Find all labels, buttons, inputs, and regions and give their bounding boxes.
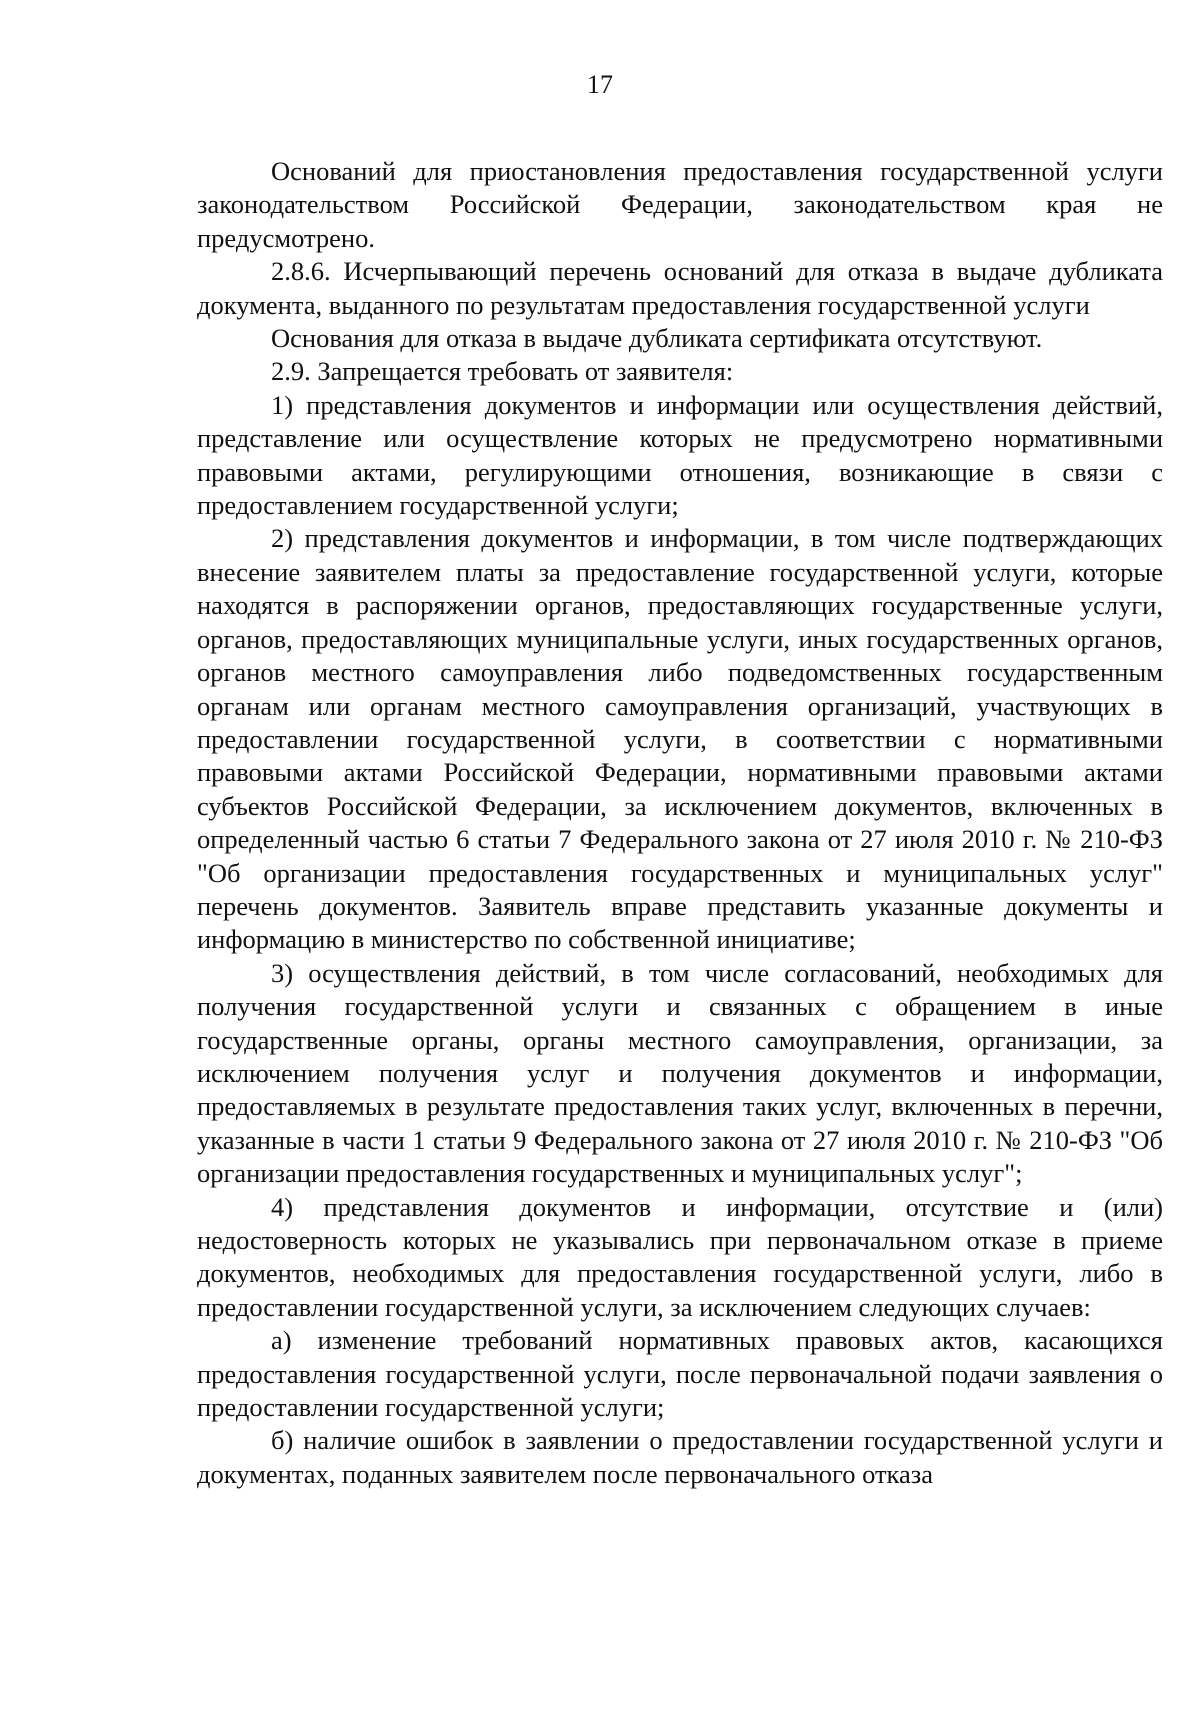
sub-item-a: а) изменение требований нормативных правовых актов, касающихся предоставления государственной услуги, после первоначальной подачи заявления о предоставлении государственной услуги; bbox=[197, 1325, 1163, 1423]
document-body bbox=[197, 155, 1163, 1491]
list-item-4: 4) представления документов и информации, отсутствие и (или) недостоверность которых не указывались при первоначальном отказе в приеме документов, необходимых для предоставления государственной услуги, либо в предоставлении государственной услуги, за исключением следующих случаев: bbox=[197, 1191, 1163, 1322]
list-item-3: 3) осуществления действий, в том числе согласований, необходимых для получения государственной услуги и связанных с обращением в иные государственные органы, органы местного самоуправления, организации, за исключением получения услуг и получения документов и информации, предоставляемых в результате предоставления таких услуг, включенных в перечни, указанные в части 1 статьи 9 Федерального закона от 27 июля 2010 г. № 210-ФЗ "Об организации предоставления государственных и муниципальных услуг"; bbox=[197, 957, 1163, 1189]
list-item-2: 2) представления документов и информации, в том числе подтверждающих внесение заявителем платы за предоставление государственной услуги, которые находятся в распоряжении органов, предоставляющих государственные услуги, органов, предоставляющих муниципальные услуги, иных государственных органов, органов местного самоуправления либо подведомственных государственным органам или органам местного самоуправления организаций, участвующих в предоставлении государственной услуги, в соответствии с нормативными правовыми актами Российской Федерации, нормативными правовыми актами субъектов Российской Федерации, за исключением документов, включенных в определенный частью 6 статьи 7 Федерального закона от 27 июля 2010 г. № 210-ФЗ "Об организации предоставления государственных и муниципальных услуг" перечень документов. Заявитель вправе представить указанные документы и информацию в министерство по собственной инициативе; bbox=[197, 523, 1163, 955]
paragraph-duplicate-refusal-grounds: Основания для отказа в выдаче дубликата сертификата отсутствуют. bbox=[271, 323, 1043, 354]
page-number: 17 bbox=[587, 70, 613, 99]
list-item-1: 1) представления документов и информации или осуществления действий, представление или осуществление которых не предусмотрено нормативными правовыми актами, регулирующими отношения, возникающие в связи с предоставлением государственной услуги; bbox=[197, 389, 1163, 521]
sub-item-b: б) наличие ошибок в заявлении о предоставлении государственной услуги и документах, поданных заявителем после первоначального отказа bbox=[197, 1425, 1163, 1489]
paragraph-suspension-grounds: Оснований для приостановления предоставления государственной услуги законодательством Российской Федерации, законодательством края не предусмотрено. bbox=[197, 156, 1163, 253]
paragraph-2-8-6: 2.8.6. Исчерпывающий перечень оснований для отказа в выдаче дубликата документа, выданного по результатам предоставления государственной услуги bbox=[197, 256, 1163, 320]
paragraph-2-9: 2.9. Запрещается требовать от заявителя: bbox=[271, 356, 734, 387]
